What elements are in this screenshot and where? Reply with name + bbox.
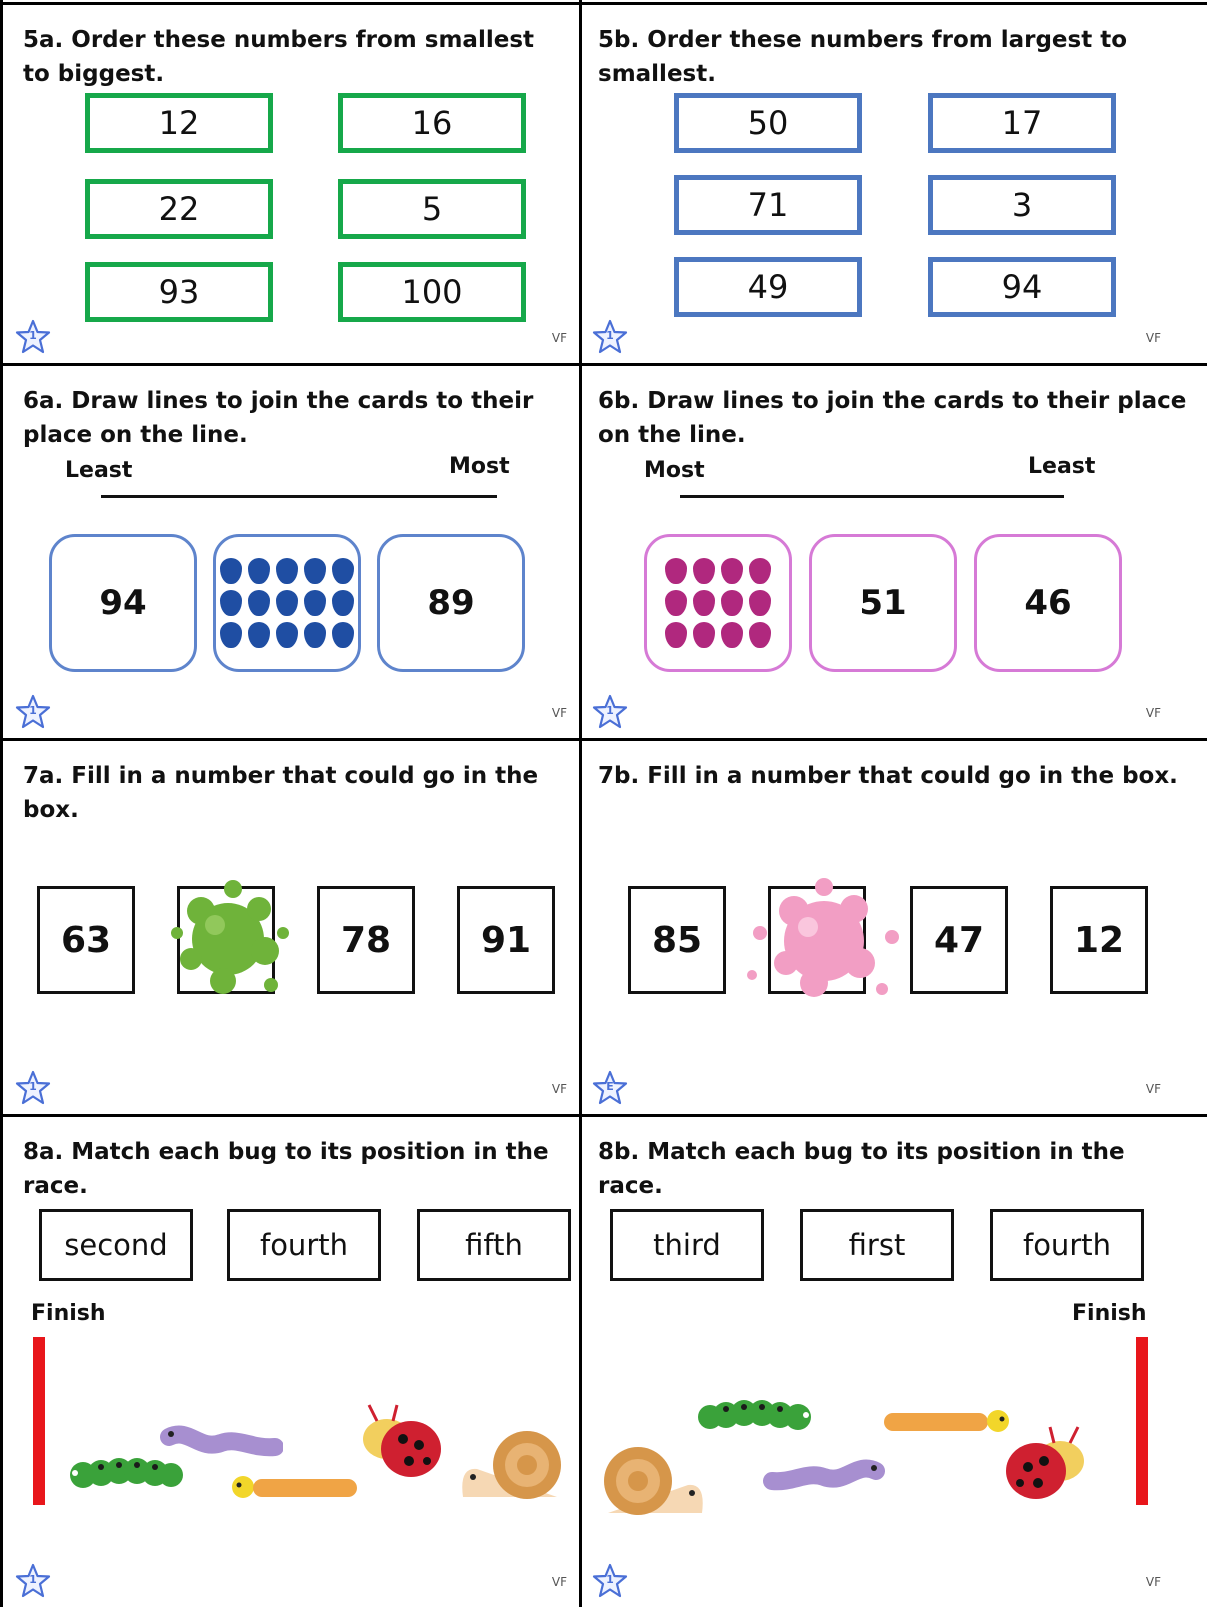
worm-icon xyxy=(762,1453,886,1503)
counter-dot xyxy=(665,622,687,648)
position-card: first xyxy=(800,1209,954,1281)
counter-dot xyxy=(665,590,687,616)
worm-icon xyxy=(159,1419,283,1469)
number-line-right-label: Most xyxy=(449,454,510,479)
counter-dot xyxy=(332,622,354,648)
panel-5a xyxy=(3,5,579,363)
dot-card xyxy=(213,534,361,672)
counter-dot xyxy=(721,622,743,648)
number-box: 71 xyxy=(674,175,862,235)
star-icon xyxy=(15,1563,51,1599)
number-box: 94 xyxy=(928,257,1116,317)
number-box: 17 xyxy=(928,93,1116,153)
finish-label: Finish xyxy=(31,1301,106,1326)
ladybug-icon xyxy=(1002,1421,1094,1513)
counter-dot xyxy=(276,558,298,584)
star-icon xyxy=(15,1070,51,1106)
panel-6b xyxy=(582,366,1207,738)
counter-dot xyxy=(248,590,270,616)
counter-dot xyxy=(749,558,771,584)
panel-6a xyxy=(3,366,579,738)
counter-dot xyxy=(304,622,326,648)
number-line-left-label: Least xyxy=(65,458,133,483)
number-box: 12 xyxy=(85,93,273,153)
panel-7a xyxy=(3,741,579,1114)
star-icon xyxy=(592,694,628,730)
question-5b-title: 5b. Order these numbers from largest to smallest. xyxy=(598,27,1128,87)
panel-8b xyxy=(582,1117,1207,1607)
counter-dot xyxy=(276,622,298,648)
number-box: 47 xyxy=(910,886,1008,994)
counter-dot xyxy=(220,558,242,584)
panel-7b xyxy=(582,741,1207,1114)
number-box: 3 xyxy=(928,175,1116,235)
footer-mark: VF xyxy=(551,706,567,720)
star-icon xyxy=(592,319,628,355)
footer-mark: VF xyxy=(551,331,567,345)
counter-dot xyxy=(220,622,242,648)
number-box: 85 xyxy=(628,886,726,994)
question-6a-title: 6a. Draw lines to join the cards to their place on the line. xyxy=(23,388,534,448)
footer-mark: VF xyxy=(1145,1575,1161,1589)
star-label: 1 xyxy=(29,329,37,342)
number-card: 94 xyxy=(49,534,197,672)
number-box: 93 xyxy=(85,262,273,322)
finish-line xyxy=(1136,1337,1148,1505)
snail-icon xyxy=(457,1417,569,1507)
dot-array xyxy=(220,558,354,648)
question-8a-title: 8a. Match each bug to its position in the race. xyxy=(23,1139,549,1199)
counter-dot xyxy=(721,558,743,584)
number-line xyxy=(680,495,1064,498)
number-box: 22 xyxy=(85,179,273,239)
star-label: 1 xyxy=(606,1573,614,1586)
star-label: E xyxy=(606,1080,614,1093)
ladybug-icon xyxy=(353,1399,445,1491)
snail-icon xyxy=(596,1433,708,1523)
counter-dot xyxy=(721,590,743,616)
number-card: 89 xyxy=(377,534,525,672)
number-box: 5 xyxy=(338,179,526,239)
counter-dot xyxy=(693,558,715,584)
star-label: 1 xyxy=(606,329,614,342)
paint-splat xyxy=(163,873,293,1003)
number-box: 16 xyxy=(338,93,526,153)
finish-line xyxy=(33,1337,45,1505)
number-box: 91 xyxy=(457,886,555,994)
counter-dot xyxy=(276,590,298,616)
position-card: fifth xyxy=(417,1209,571,1281)
position-card: fourth xyxy=(227,1209,381,1281)
yellow-caterpillar-icon xyxy=(227,1467,363,1507)
counter-dot xyxy=(304,590,326,616)
counter-dot xyxy=(220,590,242,616)
counter-dot xyxy=(693,590,715,616)
dot-array xyxy=(665,558,771,648)
number-line xyxy=(101,495,497,498)
counter-dot xyxy=(248,558,270,584)
counter-dot xyxy=(248,622,270,648)
star-label: 1 xyxy=(29,1080,37,1093)
position-card: third xyxy=(610,1209,764,1281)
counter-dot xyxy=(749,622,771,648)
question-5a-title: 5a. Order these numbers from smallest to biggest. xyxy=(23,27,535,87)
number-box: 12 xyxy=(1050,886,1148,994)
number-card: 46 xyxy=(974,534,1122,672)
number-line-left-label: Most xyxy=(644,458,705,483)
counter-dot xyxy=(693,622,715,648)
paint-splat xyxy=(742,871,908,1007)
star-icon xyxy=(15,319,51,355)
number-line-right-label: Least xyxy=(1028,454,1096,479)
finish-label: Finish xyxy=(1072,1301,1147,1326)
star-label: 1 xyxy=(29,1573,37,1586)
footer-mark: VF xyxy=(551,1575,567,1589)
question-6b-title: 6b. Draw lines to join the cards to their place on the line. xyxy=(598,388,1187,448)
number-box: 50 xyxy=(674,93,862,153)
number-box: 78 xyxy=(317,886,415,994)
question-7b-title: 7b. Fill in a number that could go in the box. xyxy=(598,763,1178,789)
footer-mark: VF xyxy=(1145,1082,1161,1096)
counter-dot xyxy=(304,558,326,584)
question-8b-title: 8b. Match each bug to its position in the race. xyxy=(598,1139,1125,1199)
star-label: 1 xyxy=(29,704,37,717)
number-card: 51 xyxy=(809,534,957,672)
star-icon xyxy=(592,1563,628,1599)
counter-dot xyxy=(665,558,687,584)
question-7a-title: 7a. Fill in a number that could go in the box. xyxy=(23,763,539,823)
footer-mark: VF xyxy=(1145,706,1161,720)
counter-dot xyxy=(332,558,354,584)
panel-5b xyxy=(582,5,1207,363)
star-label: 1 xyxy=(606,704,614,717)
counter-dot xyxy=(332,590,354,616)
yellow-caterpillar-icon xyxy=(878,1401,1014,1441)
position-card: second xyxy=(39,1209,193,1281)
footer-mark: VF xyxy=(1145,331,1161,345)
footer-mark: VF xyxy=(551,1082,567,1096)
caterpillar-icon xyxy=(694,1387,818,1437)
counter-dot xyxy=(749,590,771,616)
number-box: 63 xyxy=(37,886,135,994)
number-box: 100 xyxy=(338,262,526,322)
panel-8a xyxy=(3,1117,579,1607)
position-card: fourth xyxy=(990,1209,1144,1281)
star-icon xyxy=(592,1070,628,1106)
number-box: 49 xyxy=(674,257,862,317)
dot-card xyxy=(644,534,792,672)
star-icon xyxy=(15,694,51,730)
